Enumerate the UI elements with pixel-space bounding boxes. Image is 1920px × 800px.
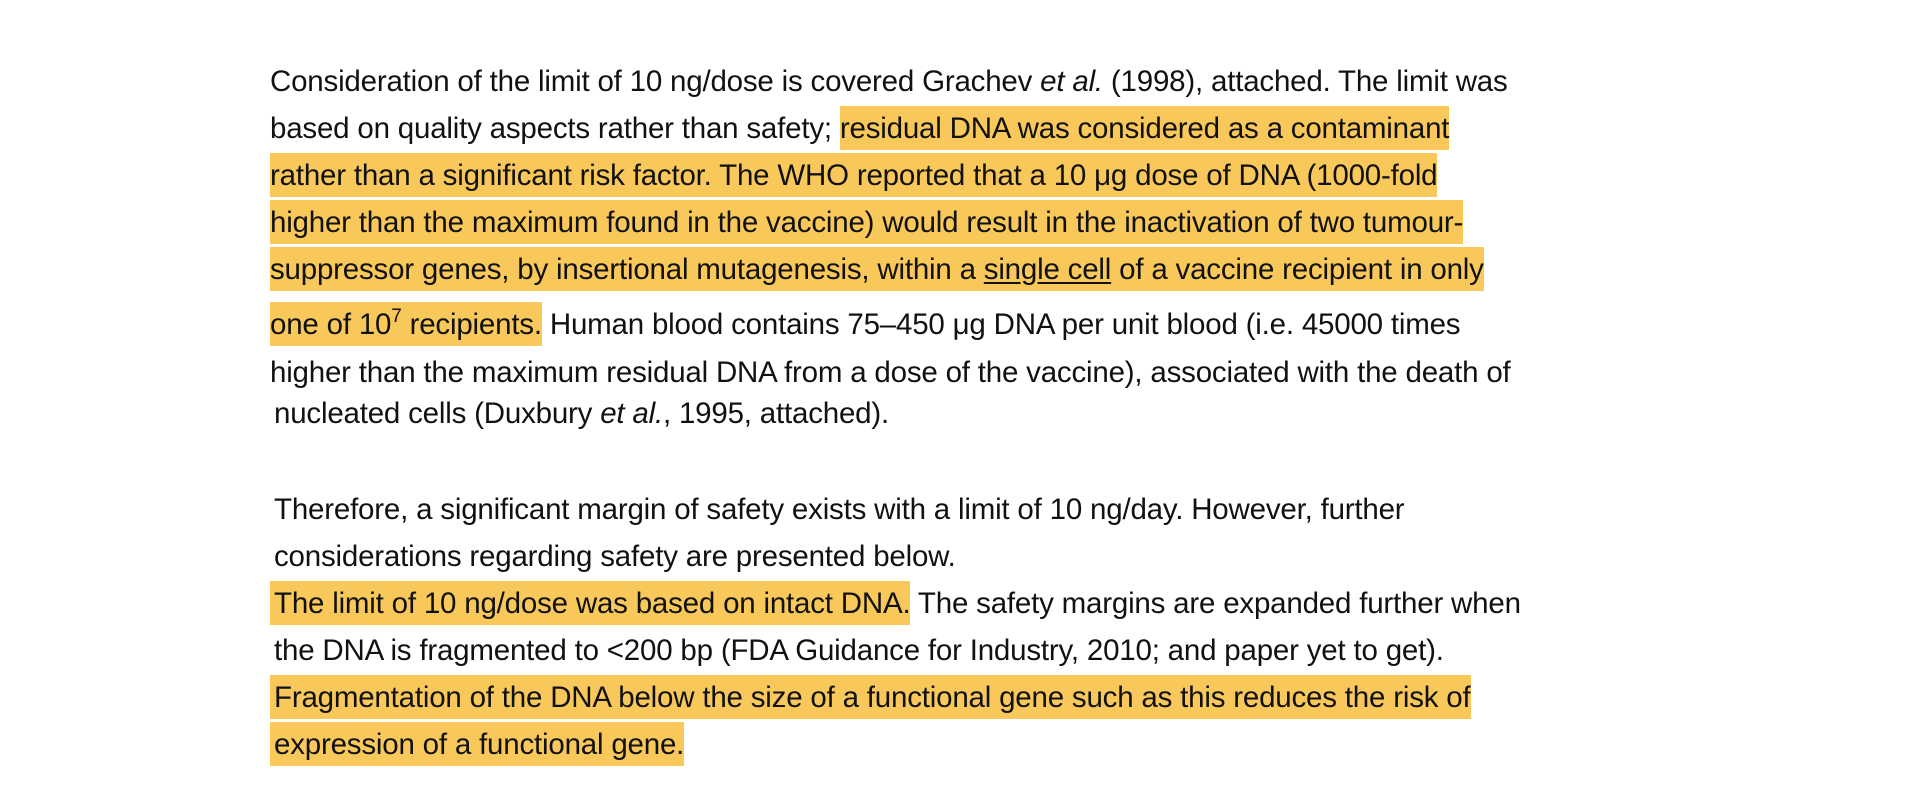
text-run: Human blood contains 75–450 μg DNA per unit blood (i.e. 45000 times bbox=[541, 308, 1461, 341]
text-run: (1998), attached. The limit was bbox=[1102, 65, 1508, 98]
text-run: nucleated cells (Duxbury bbox=[274, 397, 601, 430]
underlined-text: single cell bbox=[983, 253, 1112, 286]
highlighted-text bbox=[270, 247, 1484, 291]
text-run: higher than the maximum residual DNA from a dose of the vaccine), associated with the death of bbox=[270, 356, 1511, 389]
text-line bbox=[270, 580, 1690, 627]
highlighted-text: The WHO reported that a 10 μg dose of DNA (1000-fold bbox=[712, 153, 1438, 197]
text-line bbox=[270, 533, 1690, 580]
text-line bbox=[270, 199, 1690, 246]
text-run: suppressor genes, by insertional mutagenesis, within a bbox=[270, 253, 984, 286]
text-line bbox=[270, 674, 1690, 721]
paragraph-grachev bbox=[270, 58, 1690, 436]
highlighted-text: expression of a functional gene. bbox=[270, 722, 684, 766]
text-run: The safety margins are expanded further when bbox=[910, 587, 1521, 620]
text-line bbox=[270, 486, 1690, 533]
text-line bbox=[270, 293, 1690, 349]
text-run: based on quality aspects rather than safety; bbox=[270, 112, 840, 145]
highlighted-text: Fragmentation of the DNA below the size of a functional gene such as this reduces the risk of bbox=[270, 675, 1471, 719]
paragraph-safety-margin bbox=[270, 486, 1690, 768]
text-run: , 1995, attached). bbox=[662, 397, 889, 430]
text-line bbox=[270, 246, 1690, 293]
text-line bbox=[270, 396, 1690, 436]
text-run: Therefore, a significant margin of safety exists with a limit of 10 ng/day. However, further bbox=[274, 493, 1405, 526]
text-line bbox=[270, 721, 1690, 768]
text-run: Consideration of the limit of 10 ng/dose is covered Grachev bbox=[270, 65, 1041, 98]
text-line bbox=[270, 349, 1690, 396]
text-run: one of 10 bbox=[270, 308, 392, 341]
italic-citation: et al. bbox=[600, 397, 663, 430]
superscript-exponent: 7 bbox=[391, 306, 402, 327]
text-run: of a vaccine recipient in only bbox=[1111, 253, 1484, 286]
text-run: recipients. bbox=[401, 308, 542, 341]
highlighted-text: residual DNA was considered as a contaminant bbox=[840, 106, 1449, 150]
text-line bbox=[270, 105, 1690, 152]
paragraph-spacer bbox=[270, 436, 1690, 486]
text-line bbox=[270, 58, 1690, 105]
italic-citation: et al. bbox=[1040, 65, 1103, 98]
text-run: considerations regarding safety are presented below. bbox=[274, 540, 956, 573]
text-line bbox=[270, 152, 1690, 199]
highlighted-text bbox=[270, 302, 542, 346]
highlighted-text: The limit of 10 ng/dose was based on intact DNA. bbox=[270, 581, 910, 625]
highlighted-text: rather than a significant risk factor. bbox=[270, 153, 712, 197]
highlighted-text: higher than the maximum found in the vaccine) would result in the inactivation of two tumour- bbox=[270, 200, 1463, 244]
document-body bbox=[270, 58, 1690, 768]
text-line bbox=[270, 627, 1690, 674]
text-run: the DNA is fragmented to <200 bp (FDA Guidance for Industry, 2010; and paper yet to get). bbox=[274, 634, 1444, 667]
